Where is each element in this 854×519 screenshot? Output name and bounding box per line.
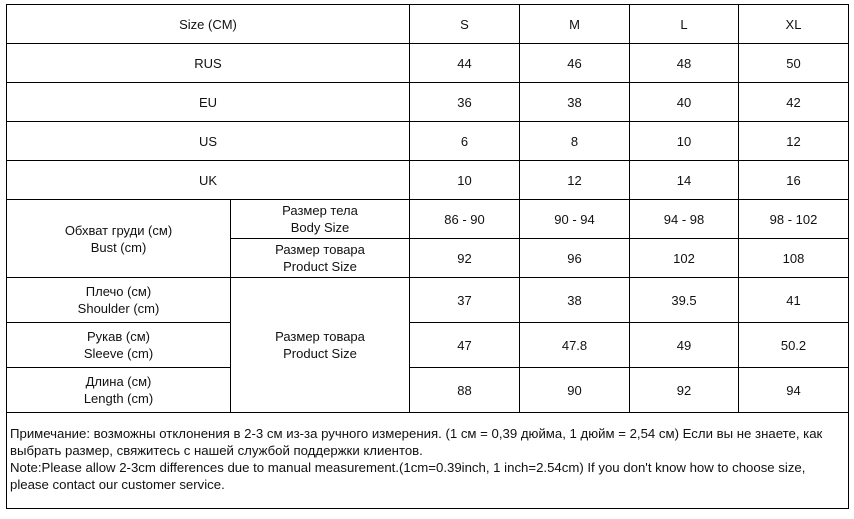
table-cell: 41	[739, 278, 849, 323]
length-label-ru: Длина (см)	[85, 374, 152, 389]
table-row	[7, 200, 849, 239]
product-size-group-en: Product Size	[283, 346, 357, 361]
table-cell: 96	[520, 239, 630, 278]
table-cell: 50.2	[739, 323, 849, 368]
table-cell: 86 - 90	[410, 200, 520, 239]
table-cell: 92	[630, 368, 739, 413]
table-cell: 50	[739, 44, 849, 83]
note-text-en: Note:Please allow 2-3cm differences due to manual measurement.(1cm=0.39inch, 1 inch=2.54cm) If you don't know how to choose size, please contact our customer service.	[10, 460, 806, 492]
table-cell: 108	[739, 239, 849, 278]
shoulder-label-en: Shoulder (cm)	[77, 301, 160, 316]
product-size-label	[231, 239, 410, 278]
table-cell: 12	[520, 161, 630, 200]
size-header-m: M	[520, 5, 630, 44]
table-cell: 10	[630, 122, 739, 161]
table-cell: 94	[739, 368, 849, 413]
table-cell: 92	[410, 239, 520, 278]
product-size-label-en: Product Size	[283, 259, 357, 274]
length-label	[7, 368, 231, 413]
size-header-l: L	[630, 5, 739, 44]
table-cell: 39.5	[630, 278, 739, 323]
table-cell: 47.8	[520, 323, 630, 368]
table-cell: 90	[520, 368, 630, 413]
body-size-label	[231, 200, 410, 239]
body-size-label-ru: Размер тела	[282, 203, 358, 218]
table-cell: 40	[630, 83, 739, 122]
product-size-label-ru: Размер товара	[275, 242, 365, 257]
note-cell	[7, 413, 849, 509]
body-size-label-en: Body Size	[290, 220, 350, 235]
table-cell: 38	[520, 83, 630, 122]
row-label-rus: RUS	[7, 44, 410, 83]
sleeve-label	[7, 323, 231, 368]
table-cell: 98 - 102	[739, 200, 849, 239]
shoulder-label-ru: Плечо (см)	[85, 284, 152, 299]
table-row	[7, 323, 849, 368]
table-cell: 48	[630, 44, 739, 83]
note-row	[7, 413, 849, 509]
table-cell: 94 - 98	[630, 200, 739, 239]
table-cell: 6	[410, 122, 520, 161]
bust-label-ru: Обхват груди (см)	[64, 222, 173, 238]
sleeve-label-en: Sleeve (cm)	[83, 346, 154, 361]
table-cell: 90 - 94	[520, 200, 630, 239]
shoulder-label	[7, 278, 231, 323]
row-label-us: US	[7, 122, 410, 161]
table-cell: 46	[520, 44, 630, 83]
length-label-en: Length (cm)	[83, 391, 154, 406]
row-label-uk: UK	[7, 161, 410, 200]
table-row	[7, 161, 849, 200]
table-cell: 38	[520, 278, 630, 323]
table-row	[7, 368, 849, 413]
table-row	[7, 122, 849, 161]
table-cell: 88	[410, 368, 520, 413]
table-cell: 49	[630, 323, 739, 368]
table-row	[7, 83, 849, 122]
table-cell: 47	[410, 323, 520, 368]
row-label-eu: EU	[7, 83, 410, 122]
table-cell: 42	[739, 83, 849, 122]
table-row	[7, 44, 849, 83]
table-cell: 16	[739, 161, 849, 200]
table-cell: 36	[410, 83, 520, 122]
table-cell: 102	[630, 239, 739, 278]
sleeve-label-ru: Рукав (см)	[87, 329, 150, 344]
size-header-s: S	[410, 5, 520, 44]
bust-label	[7, 200, 231, 278]
table-cell: 37	[410, 278, 520, 323]
table-cell: 12	[739, 122, 849, 161]
size-header-label: Size (CM)	[7, 5, 410, 44]
table-cell: 44	[410, 44, 520, 83]
product-size-group-label	[231, 278, 410, 413]
bust-label-en: Bust (cm)	[90, 239, 147, 255]
table-cell: 10	[410, 161, 520, 200]
size-header-xl: XL	[739, 5, 849, 44]
table-row	[7, 278, 849, 323]
table-cell: 14	[630, 161, 739, 200]
size-table	[6, 4, 849, 509]
header-row	[7, 5, 849, 44]
note-text-ru: Примечание: возможны отклонения в 2-3 см из-за ручного измерения. (1 см = 0,39 дюйма, 1 дюйм = 2,54 см) Если вы не знаете, как выбрать размер, свяжитесь с нашей службой поддержки клиентов.	[10, 426, 823, 458]
product-size-group-ru: Размер товара	[275, 329, 365, 344]
table-cell: 8	[520, 122, 630, 161]
